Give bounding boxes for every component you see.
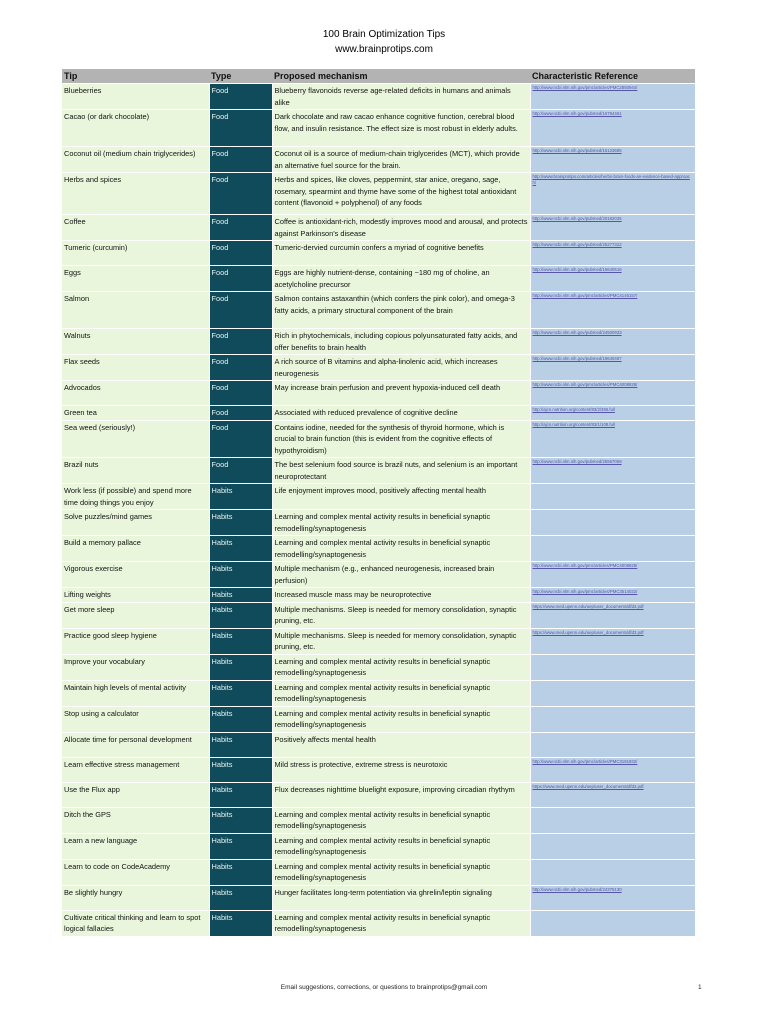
table-row bbox=[62, 732, 695, 757]
tip-cell: Get more sleep bbox=[62, 602, 209, 628]
table-header-row bbox=[62, 69, 695, 84]
document-title: 100 Brain Optimization Tips bbox=[322, 29, 446, 40]
type-cell: Habits bbox=[209, 628, 272, 654]
reference-cell bbox=[530, 757, 695, 782]
type-cell: Food bbox=[209, 406, 272, 421]
tip-cell: Allocate time for personal development bbox=[62, 732, 209, 757]
reference-cell bbox=[530, 84, 695, 110]
table-row bbox=[62, 215, 695, 241]
type-cell: Food bbox=[209, 355, 272, 381]
type-cell: Food bbox=[209, 292, 272, 329]
reference-link[interactable]: http://www.ncbi.nlm.nih.gov/pubmed/24500933 bbox=[532, 330, 622, 335]
mechanism-cell: Rich in phytochemicals, including copious polyunsaturated fatty acids, and offer benefits to brain health bbox=[272, 329, 530, 355]
type-cell: Habits bbox=[209, 782, 272, 807]
type-cell: Habits bbox=[209, 536, 272, 562]
table-row bbox=[62, 628, 695, 654]
table-row bbox=[62, 588, 695, 603]
website-url: www.brainprotips.com bbox=[335, 44, 433, 55]
table-row bbox=[62, 355, 695, 381]
table-row bbox=[62, 807, 695, 833]
type-cell: Habits bbox=[209, 807, 272, 833]
reference-cell bbox=[530, 680, 695, 706]
reference-link[interactable]: http://www.ncbi.nlm.nih.gov/pmc/articles/PMC4008828/ bbox=[532, 563, 638, 568]
reference-link[interactable]: http://ajcn.nutrition.org/content/83/1/108.full bbox=[532, 421, 615, 427]
header-type: Type bbox=[209, 69, 272, 84]
mechanism-cell: The best selenium food source is brazil nuts, and selenium is an important neuroprotectant bbox=[272, 458, 530, 484]
mechanism-cell: Learning and complex mental activity results in beneficial synaptic remodelling/synaptogenesis bbox=[272, 680, 530, 706]
tip-cell: Ditch the GPS bbox=[62, 807, 209, 833]
table-row bbox=[62, 241, 695, 266]
table-row bbox=[62, 406, 695, 421]
tip-cell: Advocados bbox=[62, 381, 209, 406]
tip-cell: Practice good sleep hygiene bbox=[62, 628, 209, 654]
reference-link[interactable]: http://www.ncbi.nlm.nih.gov/pubmed/20182035 bbox=[532, 216, 622, 221]
tip-cell: Blueberries bbox=[62, 84, 209, 110]
reference-link[interactable]: https://www.med.upenn.edu/uep/user_documents/dfd3.pdf bbox=[532, 603, 644, 609]
table-row bbox=[62, 782, 695, 807]
tip-cell: Tumeric (curcumin) bbox=[62, 241, 209, 266]
type-cell: Food bbox=[209, 215, 272, 241]
page-title bbox=[0, 27, 768, 57]
table-row bbox=[62, 381, 695, 406]
type-cell: Habits bbox=[209, 484, 272, 510]
reference-cell bbox=[530, 732, 695, 757]
type-cell: Food bbox=[209, 147, 272, 173]
type-cell: Habits bbox=[209, 562, 272, 588]
table-row bbox=[62, 329, 695, 355]
table-row bbox=[62, 510, 695, 536]
tip-cell: Vigorous exercise bbox=[62, 562, 209, 588]
reference-link[interactable]: http://www.ncbi.nlm.nih.gov/pmc/articles/PMC3514022/ bbox=[532, 589, 638, 594]
reference-cell bbox=[530, 292, 695, 329]
reference-cell bbox=[530, 782, 695, 807]
mechanism-cell: Tumeric-dervied curcumin confers a myriad of cognitive benefits bbox=[272, 241, 530, 266]
mechanism-cell: Coffee is antioxidant-rich, modestly improves mood and arousal, and protects against Parkinson's disease bbox=[272, 215, 530, 241]
tip-cell: Learn a new language bbox=[62, 833, 209, 859]
reference-cell bbox=[530, 241, 695, 266]
tip-cell: Lifting weights bbox=[62, 588, 209, 603]
mechanism-cell: Multiple mechanisms. Sleep is needed for memory consolidation, synaptic pruning, etc. bbox=[272, 628, 530, 654]
reference-cell bbox=[530, 147, 695, 173]
mechanism-cell: Learning and complex mental activity results in beneficial synaptic remodelling/synaptogenesis bbox=[272, 536, 530, 562]
mechanism-cell: Salmon contains astaxanthin (which confers the pink color), and omega-3 fatty acids, a primary structural component of the brain bbox=[272, 292, 530, 329]
type-cell: Habits bbox=[209, 706, 272, 732]
type-cell: Habits bbox=[209, 833, 272, 859]
type-cell: Food bbox=[209, 266, 272, 292]
type-cell: Habits bbox=[209, 602, 272, 628]
reference-cell bbox=[530, 885, 695, 910]
mechanism-cell: May increase brain perfusion and prevent hypoxia-induced cell death bbox=[272, 381, 530, 406]
table-body bbox=[62, 84, 695, 937]
table-row bbox=[62, 173, 695, 215]
table-row bbox=[62, 910, 695, 936]
mechanism-cell: Learning and complex mental activity results in beneficial synaptic remodelling/synaptogenesis bbox=[272, 807, 530, 833]
table-row bbox=[62, 110, 695, 147]
mechanism-cell: Learning and complex mental activity results in beneficial synaptic remodelling/synaptogenesis bbox=[272, 510, 530, 536]
reference-link[interactable]: http://www.ncbi.nlm.nih.gov/pmc/articles/PMC3181832/ bbox=[532, 758, 638, 764]
mechanism-cell: Contains iodine, needed for the synthesis of thyroid hormone, which is crucial to brain function (this is evident from the cognitive effects of hypothyroidism) bbox=[272, 420, 530, 458]
reference-link[interactable]: https://www.med.upenn.edu/uep/user_documents/dfd3.pdf bbox=[532, 783, 644, 789]
reference-cell bbox=[530, 510, 695, 536]
tip-cell: Coconut oil (medium chain triglycerides) bbox=[62, 147, 209, 173]
table-row bbox=[62, 458, 695, 484]
type-cell: Habits bbox=[209, 588, 272, 603]
tip-cell: Be slightly hungry bbox=[62, 885, 209, 910]
reference-link[interactable]: http://www.ncbi.nlm.nih.gov/pubmed/15123685 bbox=[532, 148, 622, 153]
reference-cell bbox=[530, 329, 695, 355]
reference-link[interactable]: https://www.med.upenn.edu/uep/user_documents/dfd3.pdf bbox=[532, 629, 644, 635]
type-cell: Food bbox=[209, 84, 272, 110]
tip-cell: Maintain high levels of mental activity bbox=[62, 680, 209, 706]
tip-cell: Cacao (or dark chocolate) bbox=[62, 110, 209, 147]
type-cell: Habits bbox=[209, 910, 272, 936]
mechanism-cell: Herbs and spices, like cloves, peppermint, star anice, oregano, sage, rosemary, spearmint and thyme have some of the highest total antioxidant content (flavonoid + polyphenol) of any foods bbox=[272, 173, 530, 215]
mechanism-cell: Coconut oil is a source of medium-chain triglycerides (MCT), which provide an alternative fuel source for the brain. bbox=[272, 147, 530, 173]
table-row bbox=[62, 602, 695, 628]
reference-cell bbox=[530, 910, 695, 936]
mechanism-cell: Positively affects mental health bbox=[272, 732, 530, 757]
reference-link[interactable]: http://www.ncbi.nlm.nih.gov/pubmed/19640487 bbox=[532, 356, 622, 361]
reference-cell bbox=[530, 215, 695, 241]
tip-cell: Learn effective stress management bbox=[62, 757, 209, 782]
mechanism-cell: Learning and complex mental activity results in beneficial synaptic remodelling/synaptogenesis bbox=[272, 706, 530, 732]
reference-link[interactable]: http://www.ncbi.nlm.nih.gov/pubmed/25567069 bbox=[532, 459, 622, 464]
mechanism-cell: Learning and complex mental activity results in beneficial synaptic remodelling/synaptogenesis bbox=[272, 910, 530, 936]
mechanism-cell: A rich source of B vitamins and alpha-linolenic acid, which increases neurogenesis bbox=[272, 355, 530, 381]
reference-cell bbox=[530, 628, 695, 654]
reference-link[interactable]: http://www.ncbi.nlm.nih.gov/pmc/articles/PMC4145157/ bbox=[532, 293, 638, 298]
mechanism-cell: Learning and complex mental activity results in beneficial synaptic remodelling/synaptogenesis bbox=[272, 833, 530, 859]
mechanism-cell: Flux decreases nighttime bluelight exposure, improving circadian rhythym bbox=[272, 782, 530, 807]
table-row bbox=[62, 84, 695, 110]
reference-cell bbox=[530, 381, 695, 406]
table-row bbox=[62, 266, 695, 292]
reference-link[interactable]: http://www.brainprotips.com/articles/herbs-brain-foods-an-evidence-based-approach/ bbox=[532, 174, 690, 185]
type-cell: Habits bbox=[209, 885, 272, 910]
header-mechanism: Proposed mechanism bbox=[272, 69, 530, 84]
mechanism-cell: Life enjoyment improves mood, positively affecting mental health bbox=[272, 484, 530, 510]
mechanism-cell: Learning and complex mental activity results in beneficial synaptic remodelling/synaptogenesis bbox=[272, 654, 530, 680]
page-number: 1 bbox=[698, 984, 702, 991]
reference-link[interactable]: http://www.ncbi.nlm.nih.gov/pubmed/16794461 bbox=[532, 111, 622, 116]
reference-cell bbox=[530, 654, 695, 680]
table-row bbox=[62, 420, 695, 458]
reference-cell bbox=[530, 110, 695, 147]
tip-cell: Walnuts bbox=[62, 329, 209, 355]
type-cell: Habits bbox=[209, 510, 272, 536]
tip-cell: Use the Flux app bbox=[62, 782, 209, 807]
reference-cell bbox=[530, 420, 695, 458]
table-row bbox=[62, 859, 695, 885]
mechanism-cell: Associated with reduced prevalence of cognitive decline bbox=[272, 406, 530, 421]
tip-cell: Improve your vocabulary bbox=[62, 654, 209, 680]
mechanism-cell: Increased muscle mass may be neuroprotective bbox=[272, 588, 530, 603]
table-row bbox=[62, 680, 695, 706]
tip-cell: Eggs bbox=[62, 266, 209, 292]
mechanism-cell: Eggs are highly nutrient-dense, containing ~180 mg of choline, an acetylcholine precursor bbox=[272, 266, 530, 292]
tip-cell: Herbs and spices bbox=[62, 173, 209, 215]
reference-cell bbox=[530, 807, 695, 833]
table-row bbox=[62, 654, 695, 680]
footer-note: Email suggestions, corrections, or questions to brainprotips@gmail.com bbox=[280, 984, 488, 991]
reference-cell bbox=[530, 484, 695, 510]
reference-cell bbox=[530, 266, 695, 292]
type-cell: Food bbox=[209, 329, 272, 355]
mechanism-cell: Mild stress is protective, extreme stress is neurotoxic bbox=[272, 757, 530, 782]
type-cell: Food bbox=[209, 173, 272, 215]
table-row bbox=[62, 885, 695, 910]
type-cell: Food bbox=[209, 241, 272, 266]
table-row bbox=[62, 706, 695, 732]
type-cell: Food bbox=[209, 420, 272, 458]
reference-link[interactable]: http://ajcn.nutrition.org/content/83/2/355.full bbox=[532, 407, 615, 412]
tip-cell: Coffee bbox=[62, 215, 209, 241]
mechanism-cell: Blueberry flavonoids reverse age-related deficits in humans and animals alike bbox=[272, 84, 530, 110]
reference-cell bbox=[530, 536, 695, 562]
reference-cell bbox=[530, 588, 695, 603]
type-cell: Food bbox=[209, 110, 272, 147]
header-tip: Tip bbox=[62, 69, 209, 84]
reference-cell bbox=[530, 355, 695, 381]
reference-cell bbox=[530, 602, 695, 628]
reference-link[interactable]: http://www.ncbi.nlm.nih.gov/pubmed/25277322 bbox=[532, 242, 622, 247]
mechanism-cell: Multiple mechanism (e.g., enhanced neurogenesis, increased brain perfusion) bbox=[272, 562, 530, 588]
table-row bbox=[62, 757, 695, 782]
reference-cell bbox=[530, 706, 695, 732]
reference-cell bbox=[530, 458, 695, 484]
reference-link[interactable]: http://www.ncbi.nlm.nih.gov/pubmed/24375130 bbox=[532, 886, 622, 892]
tip-cell: Solve puzzles/mind games bbox=[62, 510, 209, 536]
tip-cell: Learn to code on CodeAcademy bbox=[62, 859, 209, 885]
table-row bbox=[62, 562, 695, 588]
tip-cell: Work less (if possible) and spend more time doing things you enjoy bbox=[62, 484, 209, 510]
tip-cell: Green tea bbox=[62, 406, 209, 421]
reference-link[interactable]: http://www.ncbi.nlm.nih.gov/pmc/articles/PMC2850944/ bbox=[532, 85, 638, 90]
reference-link[interactable]: http://www.ncbi.nlm.nih.gov/pubmed/15640516 bbox=[532, 267, 622, 272]
tip-cell: Brazil nuts bbox=[62, 458, 209, 484]
reference-cell bbox=[530, 562, 695, 588]
tip-cell: Cultivate critical thinking and learn to spot logical fallacies bbox=[62, 910, 209, 936]
table-row bbox=[62, 536, 695, 562]
type-cell: Habits bbox=[209, 732, 272, 757]
type-cell: Habits bbox=[209, 680, 272, 706]
header-reference: Characteristic Reference bbox=[530, 69, 695, 84]
reference-cell bbox=[530, 173, 695, 215]
table-row bbox=[62, 147, 695, 173]
tip-cell: Build a memory pallace bbox=[62, 536, 209, 562]
reference-cell bbox=[530, 859, 695, 885]
tip-cell: Stop using a calculator bbox=[62, 706, 209, 732]
type-cell: Habits bbox=[209, 757, 272, 782]
tip-cell: Salmon bbox=[62, 292, 209, 329]
mechanism-cell: Hunger facilitates long-term potentiation via ghrelin/leptin signaling bbox=[272, 885, 530, 910]
reference-cell bbox=[530, 406, 695, 421]
tips-table bbox=[62, 69, 696, 937]
type-cell: Habits bbox=[209, 654, 272, 680]
reference-cell bbox=[530, 833, 695, 859]
mechanism-cell: Learning and complex mental activity results in beneficial synaptic remodelling/synaptogenesis bbox=[272, 859, 530, 885]
tip-cell: Flax seeds bbox=[62, 355, 209, 381]
type-cell: Food bbox=[209, 381, 272, 406]
table-row bbox=[62, 484, 695, 510]
mechanism-cell: Multiple mechanisms. Sleep is needed for memory consolidation, synaptic pruning, etc. bbox=[272, 602, 530, 628]
type-cell: Habits bbox=[209, 859, 272, 885]
table-row bbox=[62, 833, 695, 859]
type-cell: Food bbox=[209, 458, 272, 484]
table-row bbox=[62, 292, 695, 329]
reference-link[interactable]: http://www.ncbi.nlm.nih.gov/pmc/articles/PMC4008828/ bbox=[532, 382, 638, 387]
tip-cell: Sea weed (seriously!) bbox=[62, 420, 209, 458]
mechanism-cell: Dark chocolate and raw cacao enhance cognitive function, cerebral blood flow, and insulin resistance. The effect size is most robust in elderly adults. bbox=[272, 110, 530, 147]
